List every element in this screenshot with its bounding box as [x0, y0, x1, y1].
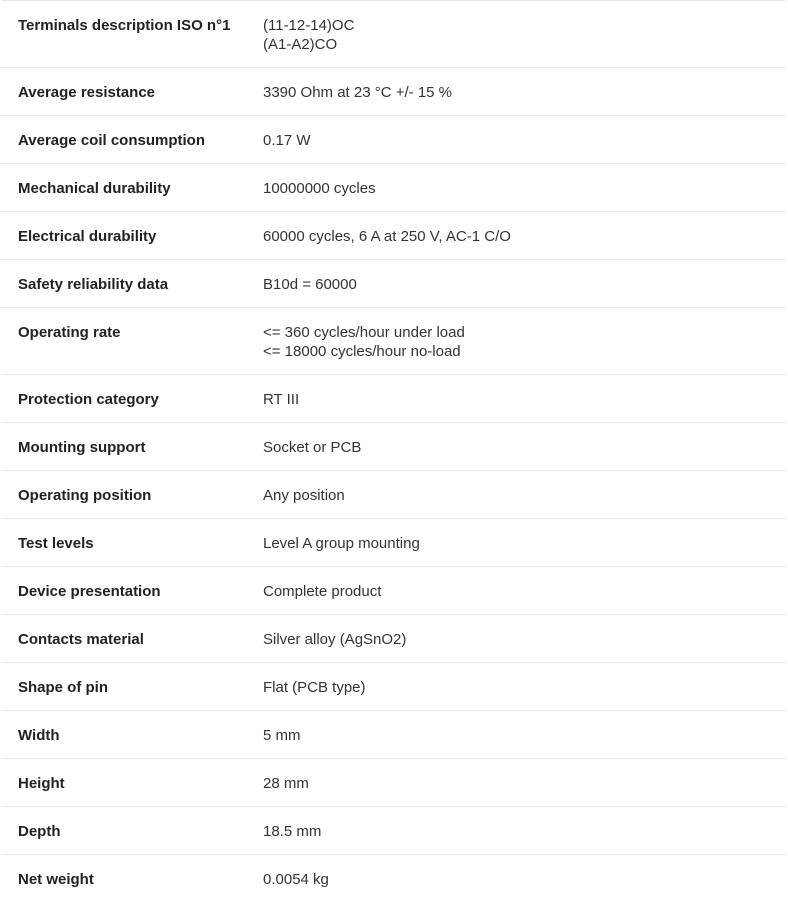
spec-value — [263, 471, 785, 518]
spec-label: Contacts material — [18, 631, 144, 648]
spec-value-line: 18.5 mm — [263, 823, 322, 840]
spec-value — [263, 1, 785, 67]
spec-value — [263, 116, 785, 163]
spec-row-operating-position — [2, 471, 785, 519]
spec-row-net-weight — [2, 855, 785, 903]
spec-row-terminals-description — [2, 1, 785, 68]
spec-row-electrical-durability — [2, 212, 785, 260]
spec-value — [263, 375, 785, 422]
spec-label: Net weight — [18, 871, 94, 888]
spec-row-protection-category — [2, 375, 785, 423]
spec-value-line: (A1-A2)CO — [263, 36, 338, 53]
spec-value-line: (11-12-14)OC — [263, 17, 355, 34]
spec-value-line: 5 mm — [263, 727, 301, 744]
spec-value-line: 60000 cycles, 6 A at 250 V, AC-1 C/O — [263, 228, 511, 245]
spec-label: Mechanical durability — [18, 180, 171, 197]
spec-row-average-resistance — [2, 68, 785, 116]
spec-row-depth — [2, 807, 785, 855]
spec-value-line: 3390 Ohm at 23 °C +/- 15 % — [263, 84, 453, 101]
spec-value — [263, 615, 785, 662]
spec-label: Operating position — [18, 487, 152, 504]
spec-value-line: Level A group mounting — [263, 535, 420, 552]
spec-value-line: Any position — [263, 487, 345, 504]
spec-value — [263, 423, 785, 470]
spec-row-average-coil-consumption — [2, 116, 785, 164]
specifications-table — [2, 0, 785, 903]
spec-row-width — [2, 711, 785, 759]
spec-value-line: <= 360 cycles/hour under load — [263, 324, 465, 341]
spec-label: Electrical durability — [18, 228, 157, 245]
spec-row-contacts-material — [2, 615, 785, 663]
spec-value-line: Complete product — [263, 583, 382, 600]
spec-value-line: 0.0054 kg — [263, 871, 329, 888]
spec-value — [263, 567, 785, 614]
spec-value-line: Flat (PCB type) — [263, 679, 366, 696]
spec-value — [263, 759, 785, 806]
spec-row-mechanical-durability — [2, 164, 785, 212]
spec-value — [263, 212, 785, 259]
spec-label: Operating rate — [18, 324, 121, 341]
spec-label: Terminals description ISO n°1 — [18, 17, 231, 34]
spec-label: Protection category — [18, 391, 159, 408]
spec-row-device-presentation — [2, 567, 785, 615]
spec-row-height — [2, 759, 785, 807]
spec-value-line: Silver alloy (AgSnO2) — [263, 631, 407, 648]
spec-label: Depth — [18, 823, 61, 840]
spec-label: Average resistance — [18, 84, 156, 101]
spec-value — [263, 519, 785, 566]
spec-value — [263, 807, 785, 854]
spec-value — [263, 308, 785, 374]
spec-value-line: B10d = 60000 — [263, 276, 357, 293]
spec-label: Height — [18, 775, 65, 792]
spec-row-test-levels — [2, 519, 785, 567]
spec-label: Average coil consumption — [18, 132, 205, 149]
spec-label: Mounting support — [18, 439, 146, 456]
spec-value-line: 0.17 W — [263, 132, 311, 149]
spec-value — [263, 855, 785, 903]
spec-label: Test levels — [18, 535, 94, 552]
spec-value-line: RT III — [263, 391, 300, 408]
spec-value-line: <= 18000 cycles/hour no-load — [263, 343, 461, 360]
spec-label: Width — [18, 727, 60, 744]
spec-value-line: 28 mm — [263, 775, 309, 792]
spec-value — [263, 68, 785, 115]
spec-row-shape-of-pin — [2, 663, 785, 711]
spec-row-operating-rate — [2, 308, 785, 375]
spec-label: Safety reliability data — [18, 276, 169, 293]
spec-value — [263, 260, 785, 307]
spec-label: Device presentation — [18, 583, 161, 600]
spec-value — [263, 164, 785, 211]
spec-value-line: Socket or PCB — [263, 439, 362, 456]
spec-row-safety-reliability-data — [2, 260, 785, 308]
spec-value — [263, 711, 785, 758]
spec-value — [263, 663, 785, 710]
spec-row-mounting-support — [2, 423, 785, 471]
spec-value-line: 10000000 cycles — [263, 180, 376, 197]
spec-label: Shape of pin — [18, 679, 108, 696]
